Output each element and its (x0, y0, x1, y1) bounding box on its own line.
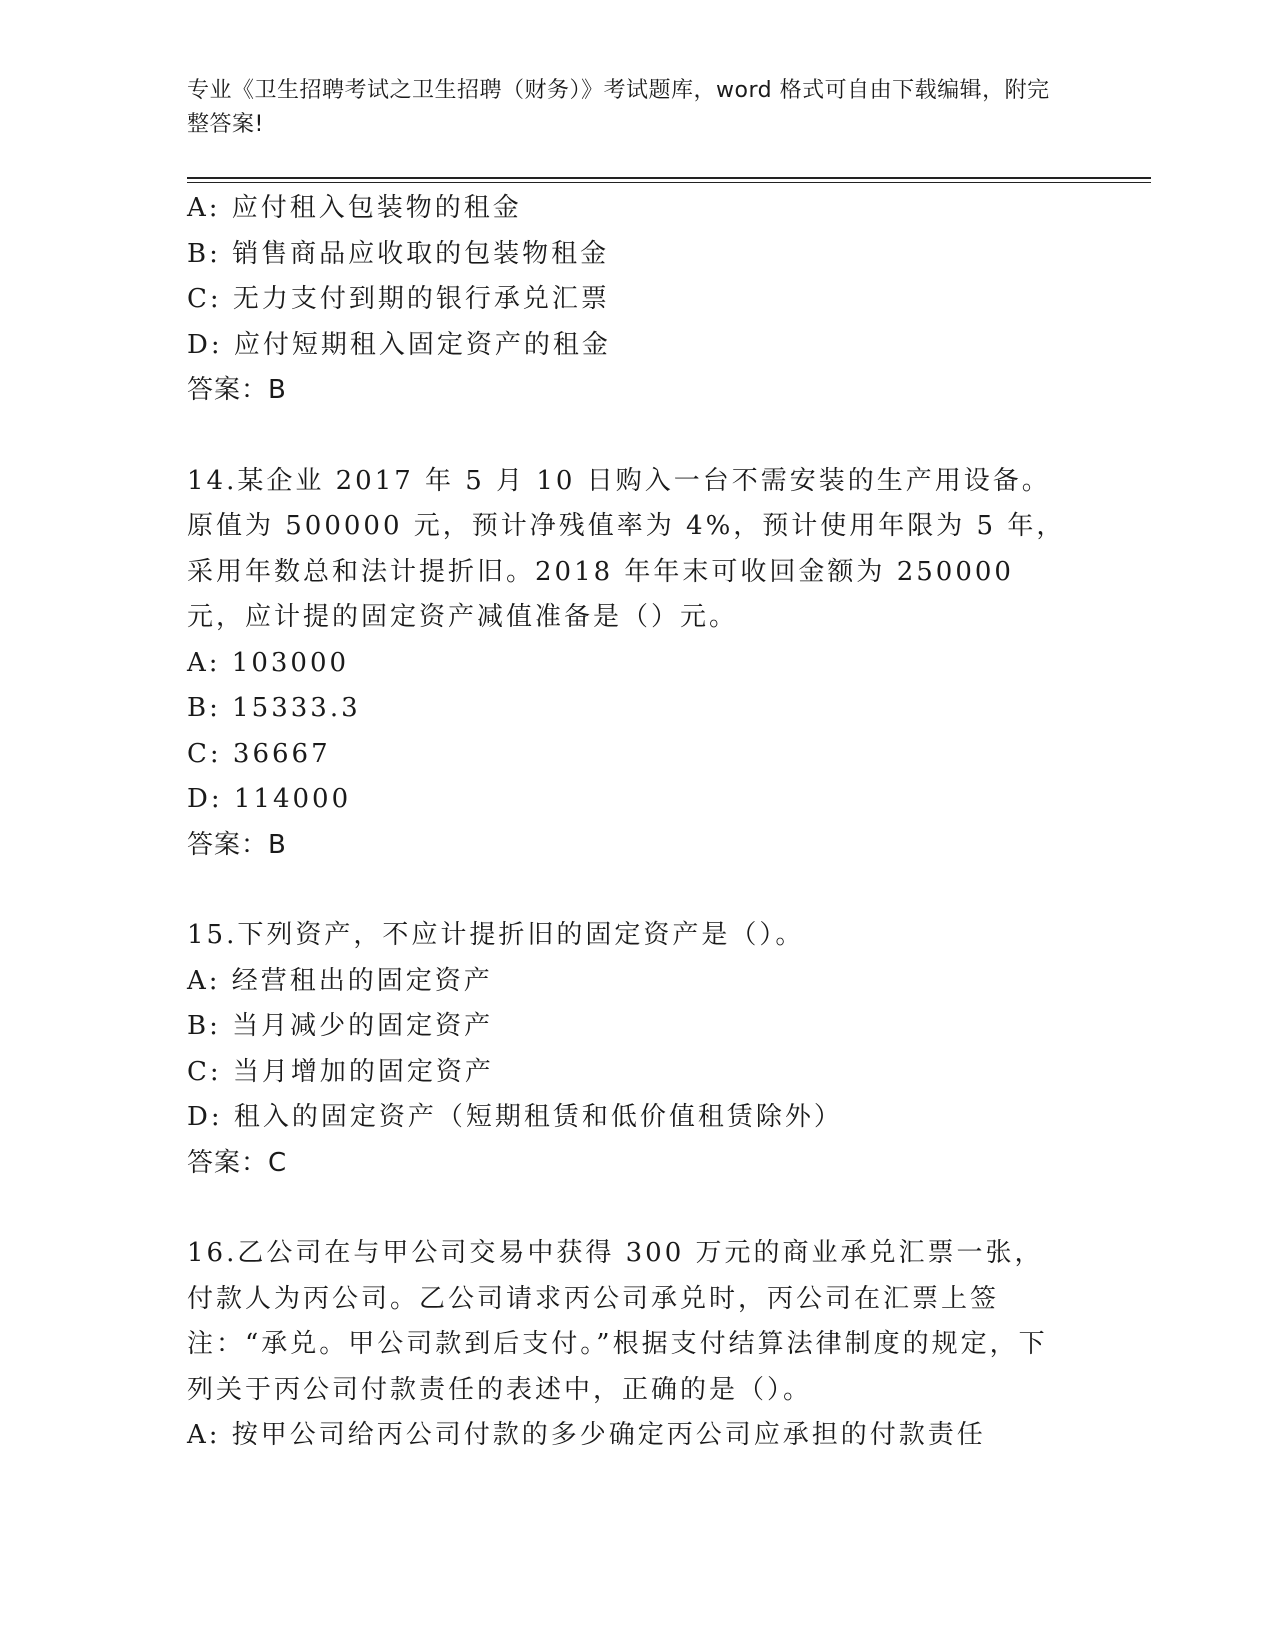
spacer (187, 868, 1087, 913)
option-d: D: 114000 (187, 784, 352, 814)
option-a: A: 103000 (187, 647, 350, 678)
page-header: 专业《卫生招聘考试之卫生招聘（财务）》考试题库，word 格式可自由下载编辑，附完整答案! (187, 78, 1050, 137)
option-a: A: 经营租出的固定资产 (187, 965, 493, 996)
option-b: B: 15333.3 (187, 693, 361, 723)
answer: 答案：B (187, 829, 287, 860)
question-13 (187, 186, 1087, 414)
question-list (187, 186, 1087, 1459)
header-divider (187, 177, 1151, 179)
question-15 (187, 913, 1087, 1186)
question-stem: 16.乙公司在与甲公司交易中获得 300 万元的商业承兑汇票一张，付款人为丙公司。乙公司请求丙公司承兑时，丙公司在汇票上签注：“承兑。甲公司款到后支付。”根据支付结算法律制度的规定，下列关于丙公司付款责任的表述中，正确的是（）。 (187, 1238, 1048, 1405)
option-b: B: 销售商品应收取的包装物租金 (187, 238, 610, 269)
answer: 答案：C (187, 1147, 288, 1178)
question-14 (187, 459, 1087, 869)
option-c: C: 无力支付到期的银行承兑汇票 (187, 284, 610, 314)
option-a: A: 按甲公司给丙公司付款的多少确定丙公司应承担的付款责任 (187, 1420, 986, 1450)
option-a: A: 应付租入包装物的租金 (187, 193, 522, 223)
option-b: B: 当月减少的固定资产 (187, 1011, 494, 1041)
question-stem: 15.下列资产，不应计提折旧的固定资产是（）。 (187, 920, 805, 950)
spacer (187, 414, 1087, 459)
spacer (187, 1186, 1087, 1231)
header-divider-thin (187, 182, 1151, 183)
option-d: D: 应付短期租入固定资产的租金 (187, 329, 611, 360)
option-c: C: 当月增加的固定资产 (187, 1056, 494, 1087)
option-c: C: 36667 (187, 738, 331, 769)
option-d: D: 租入的固定资产（短期租赁和低价值租赁除外） (187, 1102, 843, 1132)
question-16 (187, 1231, 1087, 1459)
answer: 答案：B (187, 375, 287, 405)
question-stem: 14.某企业 2017 年 5 月 10 日购入一台不需安装的生产用设备。原值为 500000 元，预计净残值率为 4%，预计使用年限为 5 年，采用年数总和法计提折旧。2018 年年末可收回金额为 250000 元，应计提的固定资产减值准备是（）元。 (187, 465, 1066, 632)
